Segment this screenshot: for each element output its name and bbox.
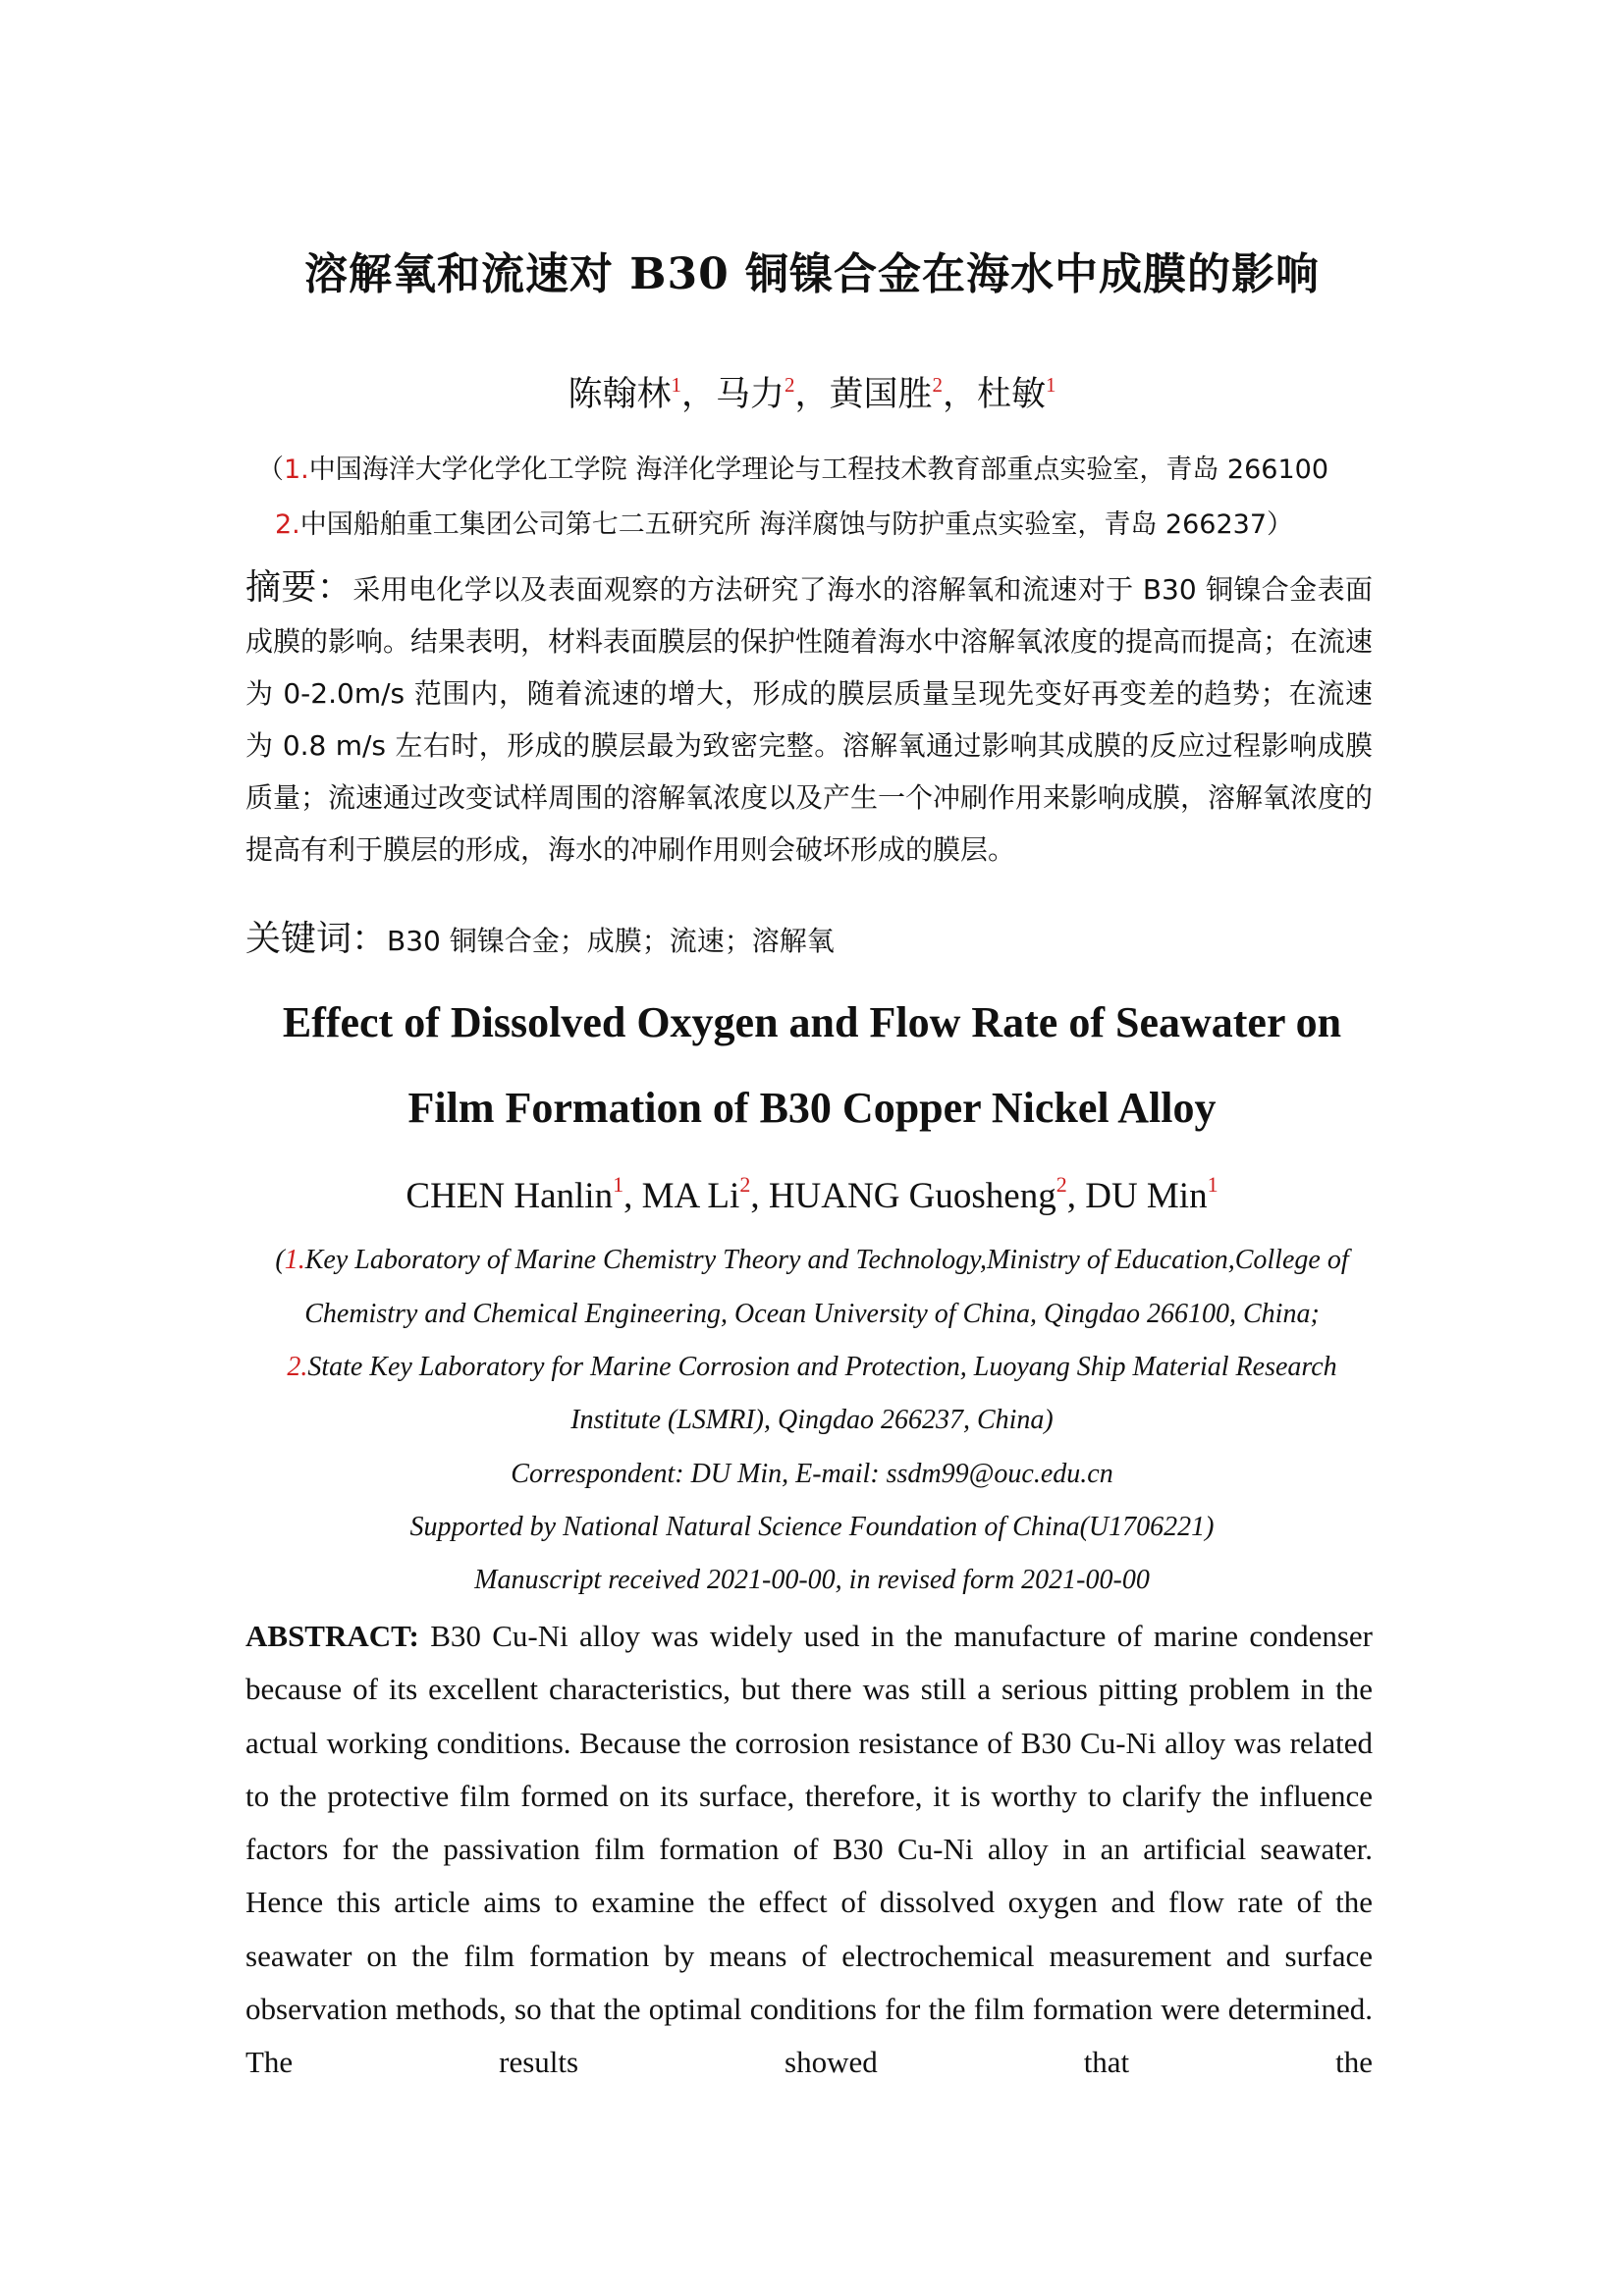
author-sup: 2	[1056, 1172, 1067, 1197]
chinese-authors	[245, 367, 1379, 416]
author-sep: ,	[1066, 1176, 1086, 1216]
chinese-keywords	[245, 911, 1373, 961]
affiliation-number: 2.	[287, 1352, 308, 1382]
affiliation-open: (	[275, 1245, 285, 1275]
affiliation-text: State Key Laboratory for Marine Corrosion and Protection, Luoyang Ship Material Research	[307, 1352, 1337, 1382]
author-sep: ,	[623, 1176, 642, 1216]
abstract-label: ABSTRACT:	[245, 1619, 419, 1653]
author-name: CHEN Hanlin	[406, 1176, 614, 1216]
english-affiliation-1-line-2: Chemistry and Chemical Engineering, Ocean University of China, Qingdao 266100, China;	[304, 1299, 1320, 1329]
author-sup: 1	[1207, 1172, 1218, 1197]
author-sup: 1	[1046, 373, 1056, 397]
author-sep: ,	[750, 1176, 769, 1216]
english-affiliation-2-line-2: Institute (LSMRI), Qingdao 266237, China)	[570, 1405, 1054, 1435]
affiliation-prefix: （	[257, 454, 284, 485]
abstract-label: 摘要：	[245, 567, 353, 608]
author-sep: ，	[943, 375, 978, 414]
affiliation-text: 中国船舶重工集团公司第七二五研究所 海洋腐蚀与防护重点实验室，青岛 266237）	[299, 509, 1293, 540]
author-name: 杜敏	[977, 375, 1047, 414]
author-name: DU Min	[1085, 1176, 1208, 1216]
english-title-line-2: Film Formation of B30 Copper Nickel Alloy	[407, 1084, 1217, 1132]
author-name: 黄国胜	[829, 375, 933, 414]
chinese-title: 溶解氧和流速对 B30 铜镍合金在海水中成膜的影响	[303, 249, 1321, 299]
author-name: 陈翰林	[568, 375, 672, 414]
chinese-affiliation-2	[275, 503, 1551, 541]
author-sup: 1	[613, 1172, 624, 1197]
english-abstract	[245, 1610, 1373, 2090]
author-sup: 2	[784, 373, 795, 397]
author-name: 马力	[715, 375, 785, 414]
english-affiliation-2-line-1	[226, 1352, 1398, 1383]
english-title-line-1: Effect of Dissolved Oxygen and Flow Rate of Seawater on	[282, 998, 1342, 1046]
author-sup: 2	[739, 1172, 751, 1197]
affiliation-text: Key Laboratory of Marine Chemistry Theory and Technology,Ministry of Education,College of	[304, 1245, 1349, 1275]
keywords-text: B30 铜镍合金；成膜；流速；溶解氧	[387, 925, 835, 957]
correspondent-line: Correspondent: DU Min, E-mail: ssdm99@ouc.edu.cn	[511, 1459, 1113, 1489]
affiliation-number: 2.	[275, 509, 300, 540]
chinese-affiliation-1	[257, 448, 1534, 486]
chinese-abstract	[245, 561, 1373, 876]
author-name: MA Li	[641, 1176, 740, 1216]
author-sup: 1	[671, 373, 681, 397]
english-authors	[226, 1172, 1398, 1217]
abstract-text: 采用电化学以及表面观察的方法研究了海水的溶解氧和流速对于 B30 铜镍合金表面成膜的影响。结果表明，材料表面膜层的保护性随着海水中溶解氧浓度的提高而提高；在流速为 0-2.0m/s 范围内，随着流速的增大，形成的膜层质量呈现先变好再变差的趋势；在流速为 0.8 m/s 左右时，形成的膜层最为致密完整。溶解氧通过影响其成膜的反应过程影响成膜质量；流速通过改变试样周围的溶解氧浓度以及产生一个冲刷作用来影响成膜，溶解氧浓度的提高有利于膜层的形成，海水的冲刷作用则会破坏形成的膜层。	[245, 573, 1374, 866]
funding-line: Supported by National Natural Science Foundation of China(U1706221)	[409, 1512, 1215, 1542]
author-sep: ，	[680, 375, 716, 414]
keywords-label: 关键词：	[245, 919, 388, 959]
author-name: HUANG Guosheng	[768, 1176, 1056, 1216]
english-affiliation-1-line-1	[226, 1245, 1398, 1276]
affiliation-number: 1.	[284, 1245, 305, 1275]
author-sup: 2	[932, 373, 944, 397]
abstract-text: B30 Cu-Ni alloy was widely used in the manufacture of marine condenser because of its excellent characteristics, but there was still a serious pitting problem in the actual working conditions. Because the corrosion resistance of B30 Cu-Ni alloy was related to the protective film formed on its surface, therefore, it is worthy to clarify the influence factors for the passivation film formation of B30 Cu-Ni alloy in an artificial seawater. Hence this article aims to examine the effect of dissolved oxygen and flow rate of the seawater on the film formation by means of electrochemical measurement and surface observation methods, so that the optimal conditions for the film formation were determined. The results showed that the	[245, 1619, 1373, 2080]
affiliation-text: 中国海洋大学化学化工学院 海洋化学理论与工程技术教育部重点实验室，青岛 266100	[308, 454, 1328, 485]
affiliation-number: 1.	[284, 454, 309, 485]
author-sep: ，	[794, 375, 830, 414]
manuscript-dates: Manuscript received 2021-00-00, in revised form 2021-00-00	[474, 1565, 1150, 1595]
